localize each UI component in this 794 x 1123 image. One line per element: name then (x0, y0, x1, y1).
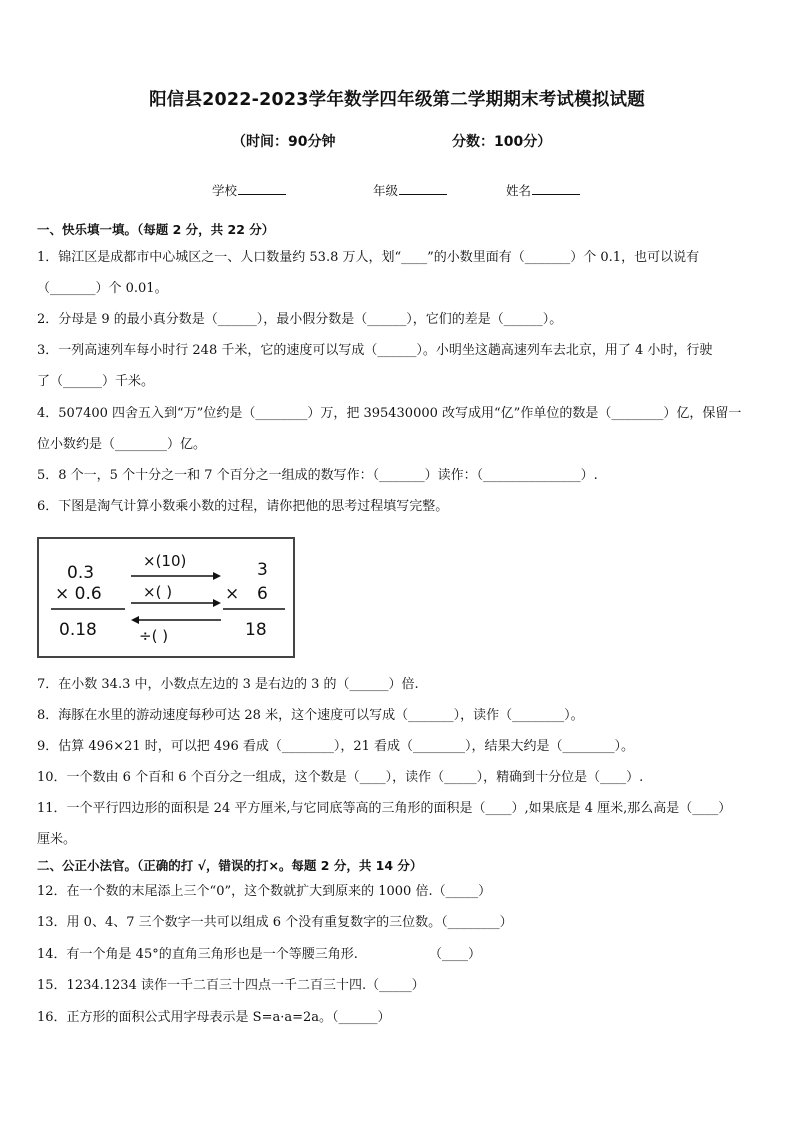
page-title: 阳信县2022-2023学年数学四年级第二学期期末考试模拟试题 (149, 90, 645, 110)
question-9: 9．估算 496×21 时，可以把 496 看成（________），21 看成（________），结果大约是（________）。 (37, 739, 635, 754)
figure-right-product: 18 (245, 620, 267, 640)
question-8: 8．海豚在水里的游动速度每秒可达 28 米，这个速度可以写成（_______），读作（________）。 (37, 708, 584, 723)
figure-arrow-1-label: ×(10) (143, 552, 187, 570)
question-15: 15．1234.1234 读作一千二百三十四点一千二百三十四.（_____） (37, 978, 425, 993)
question-1-line-1: 1．锦江区是成都市中心城区之一、人口数量约 53.8 万人，划“____”的小数里面有（_______）个 0.1，也可以说有 (37, 250, 700, 265)
multiplication-figure (37, 537, 295, 658)
total-score: 分数：100分） (452, 134, 552, 150)
question-1-line-2: （_______）个 0.01。 (37, 281, 168, 296)
question-13: 13．用 0、4、7 三个数字一共可以组成 6 个没有重复数字的三位数。（________） (37, 915, 513, 930)
question-14-text: 14．有一个角是 45°的直角三角形也是一个等腰三角形. (37, 947, 358, 962)
question-3-line-2: 了（______）千米。 (37, 374, 155, 389)
school-blank[interactable] (238, 182, 286, 195)
name-field[interactable]: 姓名 (506, 181, 580, 199)
time-limit: （时间：90分钟 (232, 134, 336, 150)
question-2: 2．分母是 9 的最小真分数是（______），最小假分数是（______），它们的差是（______）。 (37, 312, 563, 327)
grade-field[interactable]: 年级 (373, 181, 447, 199)
question-12: 12．在一个数的末尾添上三个“0”，这个数就扩大到原来的 1000 倍.（_____） (37, 884, 492, 899)
question-11-line-1: 11．一个平行四边形的面积是 24 平方厘米,与它同底等高的三角形的面积是（____）,如果底是 4 厘米,那么高是（____） (37, 801, 732, 816)
question-5: 5．8 个一，5 个十分之一和 7 个百分之一组成的数写作：（_______）读作：（_______________）. (37, 468, 598, 483)
figure-arrow-3-head (131, 616, 139, 624)
figure-right-factor-b: 6 (257, 584, 268, 604)
figure-right-factor-a: 3 (257, 560, 268, 580)
figure-arrow-2-label: ×( ) (143, 583, 173, 601)
question-4-line-2: 位小数约是（________）亿。 (37, 437, 207, 452)
question-7: 7．在小数 34.3 中，小数点左边的 3 是右边的 3 的（______）倍. (37, 677, 419, 692)
question-14 (37, 946, 758, 964)
question-14-blank[interactable]: （____） (429, 947, 482, 962)
figure-canvas (39, 539, 293, 656)
question-3-line-1: 3．一列高速列车每小时行 248 千米，它的速度可以写成（______）。小明坐这趟高速列车去北京，用了 4 小时，行驶 (37, 343, 713, 358)
section-1-heading: 一、快乐填一填。（每题 2 分，共 22 分） (37, 222, 275, 237)
question-4-line-1: 4．507400 四舍五入到“万”位约是（________）万，把 395430000 改写成用“亿”作单位的数是（________）亿，保留一 (37, 406, 742, 421)
figure-right-times: × (225, 584, 240, 604)
question-11-line-2: 厘米。 (37, 832, 77, 847)
figure-arrow-2-head (213, 599, 221, 607)
school-field[interactable]: 学校 (212, 181, 286, 199)
figure-left-factor-a: 0.3 (67, 563, 95, 583)
figure-arrow-1-head (213, 572, 221, 580)
question-6: 6．下图是淘气计算小数乘小数的过程，请你把他的思考过程填写完整。 (37, 499, 449, 514)
grade-blank[interactable] (399, 182, 447, 195)
question-10: 10．一个数由 6 个百和 6 个百分之一组成，这个数是（____），读作（_____），精确到十分位是（____）. (37, 770, 644, 785)
figure-left-product: 0.18 (59, 620, 97, 640)
figure-arrow-3-label: ÷( ) (139, 627, 169, 645)
name-blank[interactable] (532, 182, 580, 195)
section-2-heading: 二、公正小法官。（正确的打 √，错误的打×。每题 2 分，共 14 分） (37, 858, 423, 873)
figure-left-factor-b: × 0.6 (55, 584, 102, 604)
question-16: 16．正方形的面积公式用字母表示是 S=a·a=2a。（______） (37, 1010, 391, 1025)
